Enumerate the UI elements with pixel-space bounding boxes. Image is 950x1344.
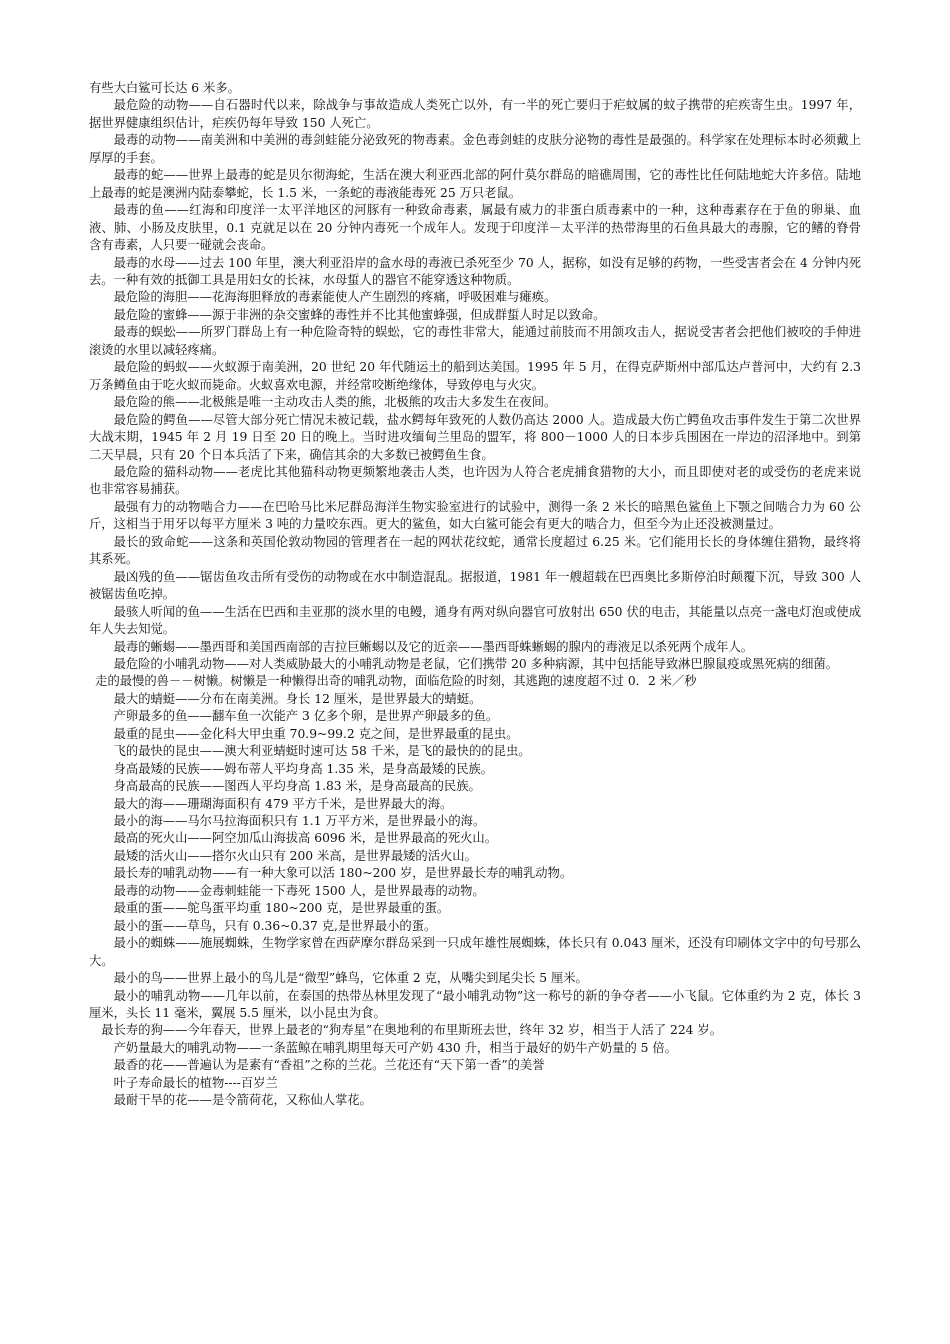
paragraph: 最香的花——普遍认为是素有“香祖”之称的兰花。兰花还有“天下第一香”的美誉 [113,1058,545,1073]
paragraph: 最大的海——珊瑚海面积有 479 平方千米，是世界最大的海。 [113,796,453,811]
paragraph: 最危险的海胆——花海海胆释放的毒素能使人产生剧烈的疼痛，呼吸困难与瘫痪。 [113,290,557,305]
paragraph: 最大的蜻蜓——分布在南美洲。身长 12 厘米，是世界最大的蜻蜓。 [113,691,482,706]
paragraph: 有些大白鲨可长达 6 米多。 [89,81,240,95]
paragraph: 最毒的蜈蚣——所罗门群岛上有一种危险奇特的蜈蚣，它的毒性非常大，能通过前肢而不用颌攻击人，据说受害者会把他们被咬的手伸进滚烫的水里以减轻疼痛。 [89,325,861,357]
paragraph: 最毒的水母——过去 100 年里，澳大利亚沿岸的盒水母的毒液已杀死至少 70 人，据称，如没有足够的药物，一些受害者会在 4 分钟内死去。一种有效的抵御工具是用妇女的长袜，水母蜇人的器官不能穿透这种物质。 [89,255,861,287]
paragraph: 最凶残的鱼——锯齿鱼攻击所有受伤的动物或在水中制造混乱。据报道，1981 年一艘超载在巴西奥比多斯停泊时颠覆下沉，导致 300 人被锯齿鱼吃掉。 [89,569,861,602]
paragraph: 叶子寿命最长的植物----百岁兰 [113,1075,278,1090]
paragraph: 最危险的猫科动物——老虎比其他猫科动物更频繁地袭击人类，也许因为人符合老虎捕食猎物的大小，而且即使对老的或受伤的老虎来说也非常容易捕获。 [89,464,861,497]
paragraph: 产奶量最大的哺乳动物——一条蓝鲸在哺乳期里每天可产奶 430 升，相当于最好的奶牛产奶量的 5 倍。 [113,1040,677,1055]
paragraph: 最长寿的狗——今年春天，世界上最老的“狗寿星”在奥地利的布里斯班去世，终年 32 岁，相当于人活了 224 岁。 [101,1023,722,1038]
paragraph: 身高最高的民族——图西人平均身高 1.83 米，是身高最高的民族。 [113,779,481,794]
paragraph: 最矮的活火山——搭尔火山只有 200 米高，是世界最矮的活火山。 [113,848,477,863]
paragraph: 飞的最快的昆虫——澳大利亚蜻蜓时速可达 58 千米，是飞的最快的的昆虫。 [113,744,531,759]
paragraph: 产卵最多的鱼——翻车鱼一次能产 3 亿多个卵，是世界产卵最多的鱼。 [113,709,499,724]
paragraph: 最危险的蜜蜂——源于非洲的杂交蜜蜂的毒性并不比其他蜜蜂强，但成群蜇人时足以致命。 [113,307,606,322]
paragraph: 最重的蛋——鸵鸟蛋平均重 180~200 克，是世界最重的蛋。 [113,901,450,916]
paragraph: 最长寿的哺乳动物——有一种大象可以活 180~200 岁，是世界最长寿的哺乳动物。 [113,866,573,881]
paragraph: 最小的哺乳动物——几年以前，在泰国的热带丛林里发现了“最小哺乳动物”这一称号的新的争夺者——小飞鼠。它体重约为 2 克，体长 3 厘米，头长 11 毫米，翼展 5.5 厘米，以小昆虫为食。 [89,988,861,1021]
paragraph: 最危险的熊——北极熊是唯一主动攻击人类的熊，北极熊的攻击大多发生在夜间。 [113,395,557,410]
paragraph: 最危险的鳄鱼——尽管大部分死亡情况未被记载，盐水鳄每年致死的人数仍高达 2000 人。造成最大伤亡鳄鱼攻击事件发生于第二次世界大战末期，1945 年 2 月 19 日至 20 日的晚上。当时进攻缅甸兰里岛的盟军，将 800－1000 人的日本步兵围困在一岸边的沼泽地中。到第二天早晨，只有 20 个日本兵活了下来，确信其余的大多数已被鳄鱼生食。 [89,412,861,462]
paragraph: 最危险的蚂蚁——火蚁源于南美洲，20 世纪 20 年代随运土的船到达美国。1995 年 5 月，在得克萨斯州中部瓜达卢普河中，大约有 2.3 万条鳟鱼由于吃火蚁而毙命。火蚁喜欢电源，并经常咬断绝缘体，导致停电与火灾。 [89,360,861,392]
paragraph: 最危险的动物——自石器时代以来，除战争与事故造成人类死亡以外，有一半的死亡要归于疟蚊属的蚊子携带的疟疾寄生虫。1997 年，据世界健康组织估计，疟疾仍每年导致 150 人死亡。 [89,98,861,130]
paragraph: 最骇人听闻的鱼——生活在巴西和圭亚那的淡水里的电鳗，通身有两对纵向器官可放射出 650 伏的电击，其能量以点亮一盏电灯泡或使成年人失去知觉。 [89,604,861,637]
paragraph: 最高的死火山——阿空加瓜山海拔高 6096 米，是世界最高的死火山。 [113,831,498,846]
paragraph: 最小的鸟——世界上最小的鸟儿是“微型”蜂鸟，它体重 2 克，从嘴尖到尾尖长 5 厘米。 [113,971,588,986]
paragraph: 走的最慢的兽－－树懒。树懒是一种懒得出奇的哺乳动物，面临危险的时刻，其逃跑的速度超不过 0．2 米／秒 [95,674,697,689]
paragraph: 最毒的动物——金毒刺蛙能一下毒死 1500 人，是世界最毒的动物。 [113,883,485,898]
paragraph: 最毒的鱼——红海和印度洋一太平洋地区的河豚有一种致命毒素，属最有威力的非蛋白质毒素中的一种，这种毒素存在于鱼的卵巢、血液、肺、小肠及皮肤里，0.1 克就足以在 20 分钟内毒死一个成年人。发现于印度洋－太平洋的热带海里的石鱼具最大的毒腺，它的鳍的脊骨含有毒素，人只要一碰就会丧命。 [89,203,861,253]
paragraph: 最危险的小哺乳动物——对人类威胁最大的小哺乳动物是老鼠，它们携带 20 多种病源，其中包括能导致淋巴腺鼠疫或黑死病的细菌。 [113,656,838,671]
paragraph: 最长的致命蛇——这条和英国伦敦动物园的管理者在一起的网状花纹蛇，通常长度超过 6.25 米。它们能用长长的身体缠住猎物，最终将其系死。 [89,534,861,567]
paragraph: 最重的昆虫——金化科大甲虫重 70.9~99.2 克之间，是世界最重的昆虫。 [113,726,519,741]
paragraph: 身高最矮的民族——姆布蒂人平均身高 1.35 米，是身高最矮的民族。 [113,761,494,776]
paragraph: 最毒的蛇——世界上最毒的蛇是贝尔彻海蛇，生活在澳大利亚西北部的阿什莫尔群岛的暗礁周围，它的毒性比任何陆地蛇大许多倍。陆地上最毒的蛇是澳洲内陆泰攀蛇，长 1.5 米，一条蛇的毒液能毒死 25 万只老鼠。 [89,168,861,200]
paragraph: 最小的蛋——草鸟，只有 0.36~0.37 克,是世界最小的蛋。 [113,918,437,933]
paragraph: 最小的海——马尔马拉海面积只有 1.1 万平方米，是世界最小的海。 [113,814,486,829]
document-page [89,80,861,1110]
paragraph: 最毒的蜥蜴——墨西哥和美国西南部的吉拉巨蜥蜴以及它的近亲——墨西哥蛛蜥蜴的腺内的毒液足以杀死两个成年人。 [113,639,754,654]
paragraph: 最强有力的动物啮合力——在巴哈马比米尼群岛海洋生物实验室进行的试验中，测得一条 2 米长的暗黑色鲨鱼上下颚之间啮合力为 60 公斤，这相当于用牙以每平方厘米 3 吨的力量咬东西。更大的鲨鱼，如大白鲨可能会有更大的啮合力，但至今为止还没被测量过。 [89,499,861,532]
paragraph: 最小的蜘蛛——施展蜘蛛，生物学家曾在西萨摩尔群岛采到一只成年雄性展蜘蛛，体长只有 0.043 厘米，还没有印刷体文字中的句号那么大。 [89,936,861,968]
paragraph: 最耐干旱的花——是令箭荷花，又称仙人掌花。 [113,1093,372,1108]
paragraph: 最毒的动物——南美洲和中美洲的毒剑蛙能分泌致死的物毒素。金色毒剑蛙的皮肤分泌物的毒性是最强的。科学家在处理标本时必须戴上厚厚的手套。 [89,133,861,165]
